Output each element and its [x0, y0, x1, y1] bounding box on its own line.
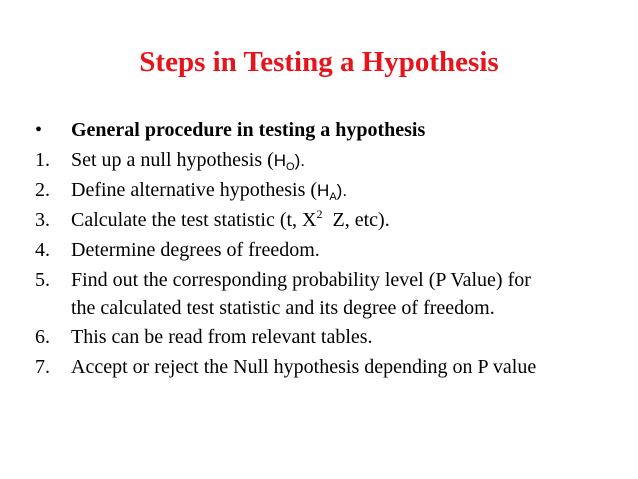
step-text: Determine degrees of freedom.	[71, 239, 320, 261]
step-text-suffix: ).	[294, 151, 305, 170]
step-text	[71, 206, 390, 236]
step-item-3	[0, 206, 638, 236]
step-text	[71, 266, 531, 322]
bullet-item	[0, 116, 638, 146]
step-number: 3.	[35, 209, 50, 231]
step-text-main: Set up a null hypothesis (	[71, 149, 274, 171]
step-item-2	[0, 176, 638, 206]
null-hypothesis-symbol: H	[273, 151, 287, 170]
alternative-hypothesis-symbol: H	[317, 181, 330, 200]
chi-square-superscript: 2	[316, 207, 323, 221]
alternative-hypothesis-subscript: A	[329, 191, 337, 203]
step-item-1	[0, 146, 638, 176]
slide-content	[0, 116, 638, 383]
step-number: 4.	[35, 239, 50, 261]
step-number: 2.	[35, 179, 50, 201]
step-text-suffix: Z, etc).	[322, 209, 390, 231]
step-text-line-2: the calculated test statistic and its degree of freedom.	[71, 297, 495, 319]
step-text-main: Define alternative hypothesis (	[71, 179, 318, 201]
bullet-marker: •	[35, 119, 43, 141]
step-item-5	[0, 266, 638, 323]
step-text: Accept or reject the Null hypothesis depending on P value	[71, 356, 537, 378]
step-number: 5.	[35, 269, 50, 291]
step-number: 1.	[35, 149, 50, 171]
step-text-line-1: Find out the corresponding probability level (P Value) for	[71, 269, 531, 291]
step-text: This can be read from relevant tables.	[71, 326, 373, 348]
null-hypothesis-subscript: O	[286, 161, 295, 173]
step-number: 7.	[35, 356, 50, 378]
step-text-main: Calculate the test statistic (t, X	[71, 209, 317, 231]
bullet-text: General procedure in testing a hypothesis	[71, 119, 426, 141]
step-text	[71, 176, 347, 207]
step-text	[71, 146, 305, 177]
step-item-7	[0, 353, 638, 383]
step-item-4	[0, 236, 638, 266]
slide-title: Steps in Testing a Hypothesis	[139, 46, 499, 78]
step-text-suffix: ).	[336, 181, 348, 200]
step-number: 6.	[35, 326, 50, 348]
step-item-6	[0, 323, 638, 353]
